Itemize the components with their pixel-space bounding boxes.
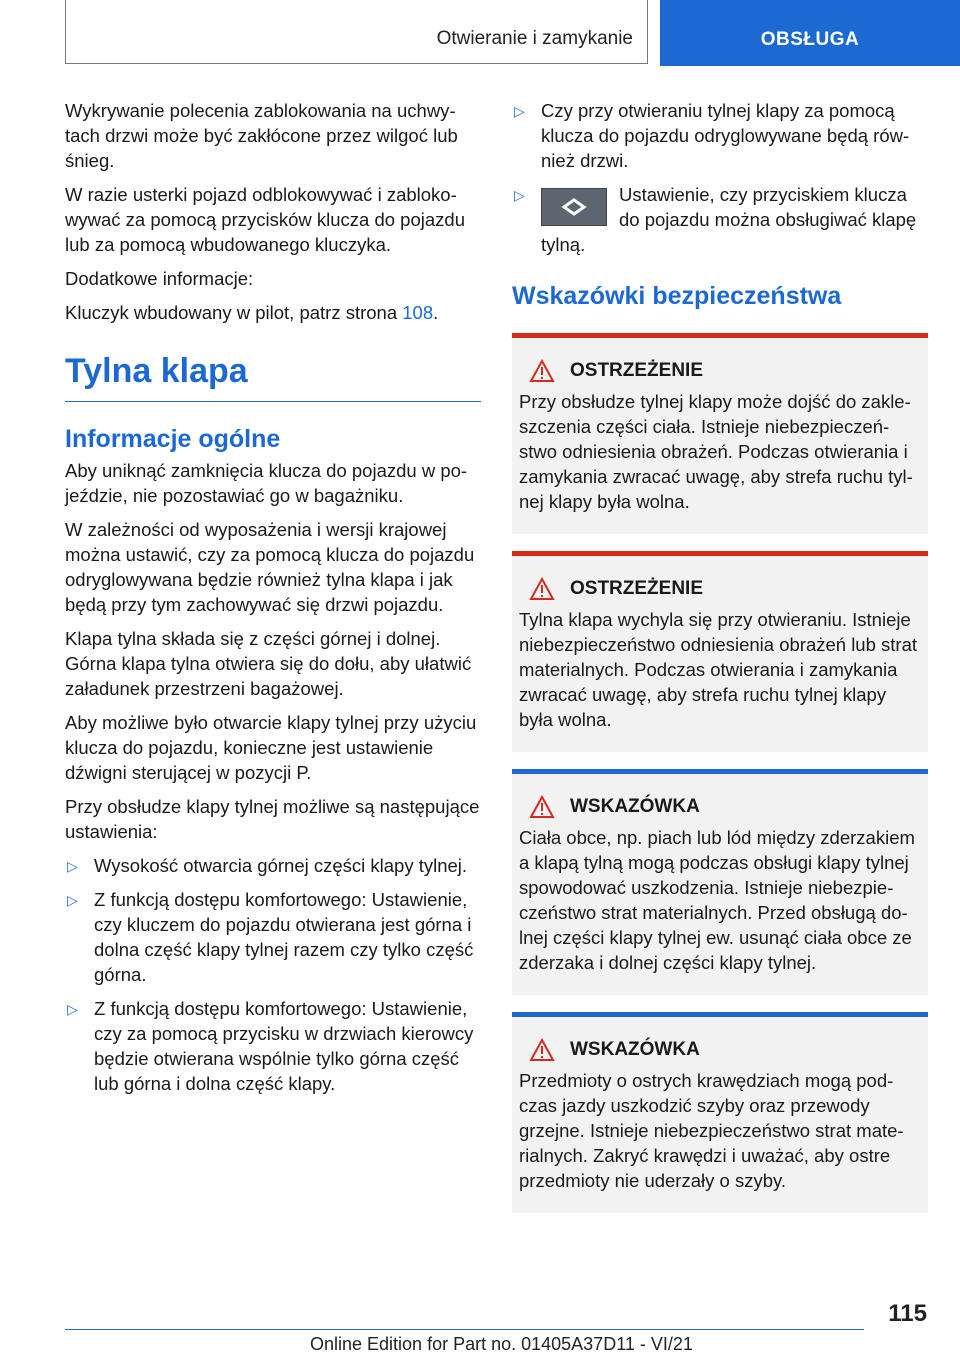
warning-title: [519, 358, 920, 383]
page-number: 115: [888, 1300, 927, 1327]
paragraph: Wykrywanie polecenia zablokowania na uchwytach drzwi może być zakłócone przez wilgoć lub śnieg.: [65, 100, 458, 171]
section-heading: Informacje ogólne: [65, 425, 281, 453]
list-item-text: Z funkcją dostępu komfortowego: Ustawienie, czy za pomocą przycisku w drzwiach kierowcy będzie otwierana wspólnie tylko górna część lub górna i dolna część klapy.: [94, 998, 474, 1094]
triangle-bullet-icon: ▷: [67, 892, 78, 908]
warning-label: OSTRZEŻENIE: [570, 578, 704, 599]
footer-divider: [65, 1329, 864, 1330]
triangle-bullet-icon: ▷: [514, 103, 525, 119]
list-item: [512, 182, 928, 257]
chapter-heading: Tylna klapa: [65, 351, 481, 402]
section-heading: Wskazówki bezpieczeństwa: [512, 282, 842, 310]
header-frame: [65, 0, 648, 64]
key-button-icon: [541, 188, 607, 226]
list-item-text: Wysokość otwarcia górnej części klapy tylnej.: [94, 855, 468, 876]
list-item-text: Czy przy otwieraniu tylnej klapy za pomocą klucza do pojazdu odryglowywane będą również drzwi.: [541, 100, 910, 171]
page-link[interactable]: 108: [402, 302, 434, 323]
note-text: Przedmioty o ostrych krawędziach mogą podczas jazdy uszkodzić szyby oraz przewody grzejne. Istnieje niebezpieczeństwo strat materialnych. Zakryć krawędzi i uważać, aby ostre przedmioty nie uderzały o szyby.: [519, 1070, 904, 1191]
triangle-bullet-icon: ▷: [67, 1001, 78, 1017]
warning-box: [512, 333, 928, 534]
paragraph: W razie usterki pojazd odblokowywać i zablokowywać za pomocą przycisków klucza do pojazdu lub za pomocą wbudowanego kluczyka.: [65, 184, 465, 255]
edition-label: Online Edition for Part no. 01405A37D11 - VI/21: [310, 1334, 693, 1354]
warning-box: [512, 551, 928, 752]
paragraph: Dodatkowe informacje:: [65, 268, 254, 289]
left-column: [65, 98, 481, 1105]
paragraph: Klapa tylna składa się z części górnej i dolnej. Górna klapa tylna otwiera się do dołu, aby ułatwić załadunek przestrzeni bagażowej.: [65, 628, 472, 699]
warning-title: [519, 576, 920, 601]
note-box: [512, 769, 928, 995]
note-label: WSKAZÓWKA: [570, 1039, 700, 1060]
paragraph: Aby uniknąć zamknięcia klucza do pojazdu w pojeździe, nie pozostawiać go w bagażniku.: [65, 460, 468, 506]
list-item: [65, 887, 481, 987]
warning-label: OSTRZEŻENIE: [570, 360, 704, 381]
note-title: [519, 794, 920, 819]
list-item: [65, 853, 481, 878]
text: .: [433, 302, 439, 323]
page-header: [0, 0, 960, 66]
list-item: [512, 98, 928, 173]
triangle-bullet-icon: ▷: [67, 858, 78, 874]
paragraph-with-link: [65, 300, 481, 325]
chapter-tab[interactable]: OBSŁUGA: [660, 0, 960, 66]
warning-triangle-icon: [529, 577, 555, 601]
note-title: [519, 1037, 920, 1062]
right-column: [512, 98, 928, 1230]
list-item-text: Z funkcją dostępu komfortowego: Ustawienie, czy kluczem do pojazdu otwierana jest górna i dolna część klapy tylnej razem czy tylko część górna.: [94, 889, 474, 985]
warning-text: Tylna klapa wychyla się przy otwieraniu. Istnieje niebezpieczeństwo odniesienia obrażeń lub strat materialnych. Podczas otwierania i zamykania zwracać uwagę, aby strefa ruchu tylnej klapy była wolna.: [519, 609, 918, 730]
section-title: Otwieranie i zamykanie: [436, 28, 633, 49]
list-item: [65, 996, 481, 1096]
settings-list: [65, 853, 481, 1096]
warning-triangle-icon: [529, 1038, 555, 1062]
paragraph: W zależności od wyposażenia i wersji krajowej można ustawić, czy za pomocą klucza do pojazdu odryglowywana będzie również tylna klapa i jak będą przy tym zachowywać się drzwi pojazdu.: [65, 519, 475, 615]
note-label: WSKAZÓWKA: [570, 796, 700, 817]
list-item-text: Ustawienie, czy przyciskiem klucza do pojazdu można obsługiwać klapę tylną.: [541, 184, 917, 255]
triangle-bullet-icon: ▷: [514, 187, 525, 203]
paragraph: Przy obsłudze klapy tylnej możliwe są następujące ustawienia:: [65, 796, 480, 842]
paragraph: Aby możliwe było otwarcie klapy tylnej przy użyciu klucza do pojazdu, konieczne jest ustawienie dźwigni sterującej w pozycji P.: [65, 712, 477, 783]
note-text: Ciała obce, np. piach lub lód między zderzakiem a klapą tylną mogą podczas obsługi klapy tylnej spowodować uszkodzenia. Istnieje niebezpieczeństwo strat materialnych. Przed obsługą dolnej części klapy tylnej ew. usunąć ciała obce ze zderzaka i dolnej części klapy tylnej.: [519, 827, 915, 973]
text: Kluczyk wbudowany w pilot, patrz strona: [65, 302, 403, 323]
warning-triangle-icon: [529, 795, 555, 819]
settings-list-continued: [512, 98, 928, 257]
note-box: [512, 1012, 928, 1213]
warning-triangle-icon: [529, 359, 555, 383]
warning-text: Przy obsłudze tylnej klapy może dojść do zakleszczenia części ciała. Istnieje niebezpieczeństwo odniesienia obrażeń. Podczas otwierania i zamykania zwracać uwagę, aby strefa ruchu tylnej klapy była wolna.: [519, 391, 913, 512]
